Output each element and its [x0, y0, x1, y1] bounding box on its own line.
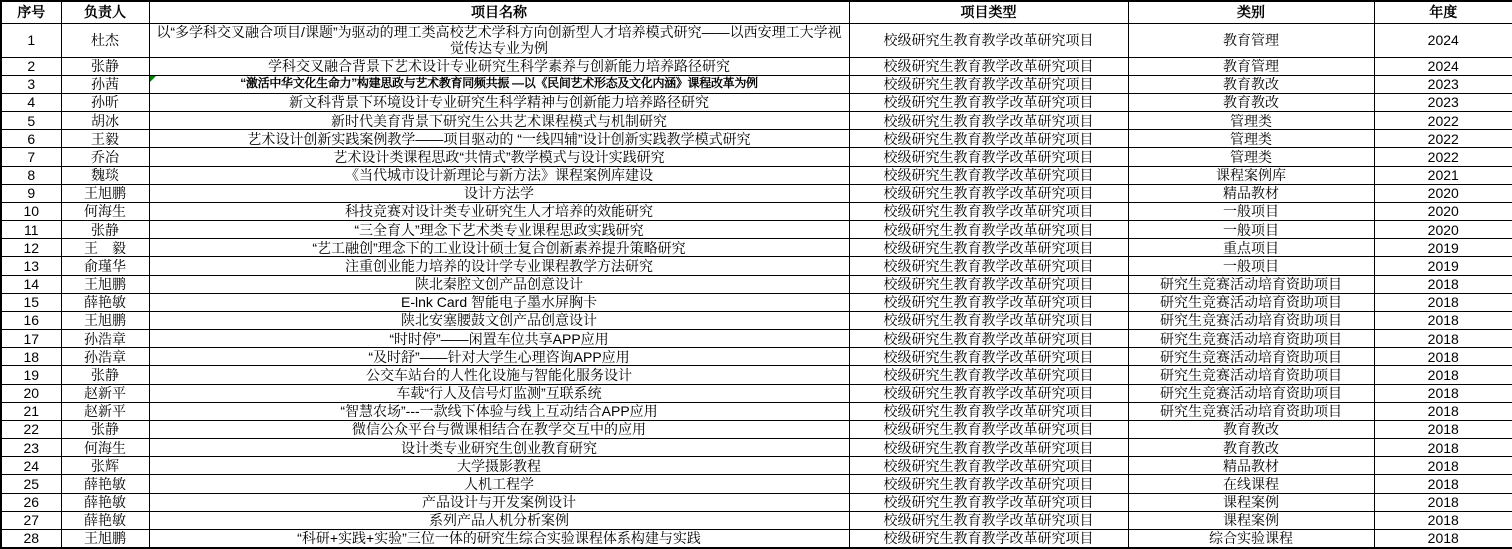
cell-project-name[interactable]	[149, 511, 849, 529]
cell-project-name[interactable]	[149, 57, 849, 75]
cell-owner[interactable]: 孙昕	[61, 93, 149, 111]
cell-owner[interactable]: 赵新平	[61, 402, 149, 420]
column-header-project-name[interactable]: 项目名称	[149, 1, 849, 24]
cell-category[interactable]: 研究生竞赛活动培育资助项目	[1128, 366, 1374, 384]
table-body	[1, 24, 1512, 549]
cell-project-name[interactable]	[149, 275, 849, 293]
cell-row-number[interactable]: 6	[1, 130, 61, 148]
cell-row-number[interactable]: 26	[1, 493, 61, 511]
cell-row-number[interactable]: 18	[1, 348, 61, 366]
table-row	[1, 457, 1512, 475]
cell-row-number[interactable]: 24	[1, 457, 61, 475]
cell-row-number[interactable]: 27	[1, 511, 61, 529]
cell-category[interactable]: 一般项目	[1128, 257, 1374, 275]
cell-project-name-text: 《当代城市设计新理论与新方法》课程案例库建设	[345, 167, 653, 184]
cell-owner[interactable]: 王毅	[61, 130, 149, 148]
cell-category[interactable]: 一般项目	[1128, 221, 1374, 239]
cell-project-name-text: 系列产品人机分析案例	[429, 512, 569, 529]
cell-project-type[interactable]: 校级研究生教育教学改革研究项目	[849, 202, 1128, 220]
table-row	[1, 112, 1512, 130]
cell-category[interactable]: 精品教材	[1128, 457, 1374, 475]
cell-category[interactable]: 综合实验课程	[1128, 529, 1374, 548]
cell-owner[interactable]: 张静	[61, 420, 149, 438]
cell-project-name[interactable]	[149, 93, 849, 111]
cell-year[interactable]: 2022	[1374, 112, 1512, 130]
table-row	[1, 202, 1512, 220]
cell-project-name-text: 科技竞赛对设计类专业研究生人才培养的效能研究	[345, 203, 653, 220]
cell-project-type[interactable]: 校级研究生教育教学改革研究项目	[849, 457, 1128, 475]
cell-project-name-text: 注重创业能力培养的设计学专业课程教学方法研究	[345, 257, 653, 274]
cell-row-number[interactable]: 12	[1, 239, 61, 257]
cell-project-name[interactable]	[149, 166, 849, 184]
cell-category[interactable]: 管理类	[1128, 112, 1374, 130]
cell-year[interactable]: 2020	[1374, 221, 1512, 239]
cell-project-type[interactable]: 校级研究生教育教学改革研究项目	[849, 311, 1128, 329]
cell-year[interactable]: 2023	[1374, 93, 1512, 111]
cell-owner[interactable]: 张静	[61, 221, 149, 239]
cell-owner[interactable]: 薛艳敏	[61, 511, 149, 529]
cell-project-name[interactable]	[149, 475, 849, 493]
cell-project-name-text: 大学摄影教程	[457, 457, 541, 474]
table-row	[1, 166, 1512, 184]
cell-row-number[interactable]: 17	[1, 330, 61, 348]
cell-project-name[interactable]	[149, 402, 849, 420]
cell-year[interactable]: 2018	[1374, 457, 1512, 475]
cell-project-name-text: 新时代美育背景下研究生公共艺术课程模式与机制研究	[331, 112, 667, 129]
cell-category[interactable]: 管理类	[1128, 148, 1374, 166]
table-row	[1, 493, 1512, 511]
cell-category[interactable]: 研究生竞赛活动培育资助项目	[1128, 275, 1374, 293]
table-row	[1, 257, 1512, 275]
cell-owner[interactable]: 何海生	[61, 439, 149, 457]
cell-category[interactable]: 研究生竞赛活动培育资助项目	[1128, 330, 1374, 348]
cell-category[interactable]: 研究生竞赛活动培育资助项目	[1128, 293, 1374, 311]
cell-year[interactable]: 2018	[1374, 402, 1512, 420]
cell-project-type[interactable]: 校级研究生教育教学改革研究项目	[849, 402, 1128, 420]
cell-owner[interactable]: 乔冶	[61, 148, 149, 166]
cell-owner[interactable]: 薛艳敏	[61, 293, 149, 311]
cell-year[interactable]: 2018	[1374, 439, 1512, 457]
cell-project-name-text: 陕北秦腔文创产品创意设计	[415, 276, 583, 293]
table-row	[1, 75, 1512, 93]
cell-owner[interactable]: 王旭鹏	[61, 275, 149, 293]
cell-row-number[interactable]: 10	[1, 202, 61, 220]
cell-project-type[interactable]: 校级研究生教育教学改革研究项目	[849, 475, 1128, 493]
cell-owner[interactable]: 薛艳敏	[61, 493, 149, 511]
cell-row-number[interactable]: 14	[1, 275, 61, 293]
cell-year[interactable]: 2023	[1374, 75, 1512, 93]
cell-project-name-text: 新文科背景下环境设计专业研究生科学精神与创新能力培养路径研究	[289, 94, 709, 111]
cell-project-type[interactable]: 校级研究生教育教学改革研究项目	[849, 275, 1128, 293]
cell-project-type[interactable]: 校级研究生教育教学改革研究项目	[849, 529, 1128, 548]
cell-owner[interactable]: 孙茜	[61, 75, 149, 93]
table-row	[1, 384, 1512, 402]
cell-project-name[interactable]	[149, 202, 849, 220]
cell-project-name[interactable]	[149, 330, 849, 348]
cell-project-name-text: 产品设计与开发案例设计	[422, 494, 576, 511]
cell-project-name-text: 学科交叉融合背景下艺术设计专业研究生科学素养与创新能力培养路径研究	[268, 58, 730, 75]
column-header-category[interactable]: 类别	[1128, 1, 1374, 24]
table-row	[1, 439, 1512, 457]
table-row	[1, 184, 1512, 202]
cell-row-number[interactable]: 2	[1, 57, 61, 75]
cell-year[interactable]: 2020	[1374, 202, 1512, 220]
table-row	[1, 275, 1512, 293]
cell-project-type[interactable]: 校级研究生教育教学改革研究项目	[849, 330, 1128, 348]
cell-project-name-text: 以“多学科交叉融合项目/课题”为驱动的理工类高校艺术学科方向创新型人才培养模式研究——以西安理工大学视觉传达专业为例	[156, 24, 842, 57]
cell-owner[interactable]: 王旭鹏	[61, 311, 149, 329]
cell-category[interactable]: 研究生竞赛活动培育资助项目	[1128, 311, 1374, 329]
cell-row-number[interactable]: 13	[1, 257, 61, 275]
cell-project-name[interactable]	[149, 457, 849, 475]
cell-year[interactable]: 2020	[1374, 184, 1512, 202]
cell-project-name-text: “及时舒”——针对大学生心理咨询APP应用	[368, 348, 630, 365]
cell-year[interactable]: 2018	[1374, 366, 1512, 384]
cell-category[interactable]: 教育管理	[1128, 24, 1374, 58]
cell-year[interactable]: 2018	[1374, 420, 1512, 438]
header-row	[1, 1, 1512, 24]
cell-category[interactable]: 研究生竞赛活动培育资助项目	[1128, 384, 1374, 402]
cell-project-type[interactable]: 校级研究生教育教学改革研究项目	[849, 24, 1128, 58]
cell-project-type[interactable]: 校级研究生教育教学改革研究项目	[849, 348, 1128, 366]
cell-project-name[interactable]	[149, 24, 849, 58]
cell-owner[interactable]: 王旭鹏	[61, 184, 149, 202]
cell-project-name[interactable]	[149, 420, 849, 438]
cell-project-name-text: 车载“行人及信号灯监测”互联系统	[396, 385, 602, 402]
cell-category[interactable]: 教育教改	[1128, 75, 1374, 93]
cell-owner[interactable]: 俞瑾华	[61, 257, 149, 275]
cell-category[interactable]: 研究生竞赛活动培育资助项目	[1128, 348, 1374, 366]
cell-category[interactable]: 教育教改	[1128, 439, 1374, 457]
cell-row-number[interactable]: 16	[1, 311, 61, 329]
cell-owner[interactable]: 赵新平	[61, 384, 149, 402]
cell-project-name[interactable]	[149, 257, 849, 275]
cell-project-type[interactable]: 校级研究生教育教学改革研究项目	[849, 148, 1128, 166]
cell-row-number[interactable]: 20	[1, 384, 61, 402]
cell-year[interactable]: 2018	[1374, 511, 1512, 529]
cell-row-number[interactable]: 3	[1, 75, 61, 93]
cell-project-name-text: 人机工程学	[464, 476, 534, 492]
cell-owner[interactable]: 张静	[61, 57, 149, 75]
table-row	[1, 475, 1512, 493]
cell-project-name-text: 艺术设计类课程思政“共情式”教学模式与设计实践研究	[333, 148, 665, 165]
cell-category[interactable]: 课程案例	[1128, 511, 1374, 529]
cell-row-number[interactable]: 21	[1, 402, 61, 420]
column-header-no[interactable]: 序号	[1, 1, 61, 24]
cell-year[interactable]: 2024	[1374, 24, 1512, 58]
table-row	[1, 239, 1512, 257]
cell-project-name[interactable]	[149, 293, 849, 311]
cell-year[interactable]: 2018	[1374, 475, 1512, 493]
cell-project-name[interactable]	[149, 439, 849, 457]
cell-category[interactable]: 教育管理	[1128, 57, 1374, 75]
cell-category[interactable]: 重点项目	[1128, 239, 1374, 257]
cell-project-name[interactable]	[149, 493, 849, 511]
cell-category[interactable]: 一般项目	[1128, 202, 1374, 220]
cell-owner[interactable]: 薛艳敏	[61, 475, 149, 493]
cell-project-type[interactable]: 校级研究生教育教学改革研究项目	[849, 112, 1128, 130]
cell-project-name-text: 艺术设计创新实践案例教学——项目驱动的 “一线四辅”设计创新实践教学模式研究	[247, 130, 751, 147]
table-row	[1, 57, 1512, 75]
table-row	[1, 330, 1512, 348]
cell-year[interactable]: 2018	[1374, 275, 1512, 293]
cell-project-name-text: E-lnk Card 智能电子墨水屏胸卡	[400, 294, 598, 311]
table-row	[1, 529, 1512, 548]
cell-project-type[interactable]: 校级研究生教育教学改革研究项目	[849, 184, 1128, 202]
cell-row-number[interactable]: 5	[1, 112, 61, 130]
cell-project-name[interactable]	[149, 384, 849, 402]
cell-category[interactable]: 教育教改	[1128, 93, 1374, 111]
cell-category[interactable]: 在线课程	[1128, 475, 1374, 493]
cell-project-name[interactable]	[149, 130, 849, 148]
cell-project-name-text: 设计方法学	[464, 185, 534, 202]
table-row	[1, 348, 1512, 366]
cell-row-number[interactable]: 8	[1, 166, 61, 184]
cell-project-name-text: 设计类专业研究生创业教育研究	[401, 439, 597, 456]
cell-year[interactable]: 2018	[1374, 293, 1512, 311]
cell-project-name[interactable]	[149, 366, 849, 384]
cell-row-number[interactable]: 23	[1, 439, 61, 457]
cell-project-type[interactable]: 校级研究生教育教学改革研究项目	[849, 130, 1128, 148]
cell-row-number[interactable]: 28	[1, 529, 61, 548]
table-row	[1, 93, 1512, 111]
table-row	[1, 420, 1512, 438]
cell-project-type[interactable]: 校级研究生教育教学改革研究项目	[849, 293, 1128, 311]
cell-project-name[interactable]	[149, 348, 849, 366]
cell-year[interactable]: 2018	[1374, 529, 1512, 548]
cell-project-name[interactable]	[149, 239, 849, 257]
cell-project-name[interactable]	[149, 529, 849, 548]
cell-project-name-text: “三全育人”理念下艺术类专业课程思政实践研究	[354, 221, 644, 238]
table-row	[1, 293, 1512, 311]
column-header-year[interactable]: 年度	[1374, 1, 1512, 24]
cell-owner[interactable]: 张辉	[61, 457, 149, 475]
cell-category[interactable]: 管理类	[1128, 130, 1374, 148]
cell-project-name-text: 公交车站台的人性化设施与智能化服务设计	[366, 366, 632, 383]
cell-project-type[interactable]: 校级研究生教育教学改革研究项目	[849, 239, 1128, 257]
table-row	[1, 24, 1512, 58]
cell-project-name-text: “激活中华文化生命力”构建思政与艺术教育同频共振 —以《民间艺术形态及文化内涵》课程改革为例	[240, 76, 758, 91]
cell-project-type[interactable]: 校级研究生教育教学改革研究项目	[849, 75, 1128, 93]
cell-project-name-text: “时时停”——闲置车位共享APP应用	[389, 330, 609, 347]
cell-row-number[interactable]: 1	[1, 24, 61, 58]
cell-project-type[interactable]: 校级研究生教育教学改革研究项目	[849, 93, 1128, 111]
cell-project-type[interactable]: 校级研究生教育教学改革研究项目	[849, 166, 1128, 184]
cell-note-marker-icon	[150, 76, 156, 82]
cell-year[interactable]: 2019	[1374, 239, 1512, 257]
cell-project-type[interactable]: 校级研究生教育教学改革研究项目	[849, 439, 1128, 457]
cell-row-number[interactable]: 19	[1, 366, 61, 384]
table-row	[1, 366, 1512, 384]
cell-category[interactable]: 课程案例库	[1128, 166, 1374, 184]
cell-year[interactable]: 2018	[1374, 311, 1512, 329]
column-header-project-type[interactable]: 项目类型	[849, 1, 1128, 24]
table-row	[1, 311, 1512, 329]
cell-project-name[interactable]	[149, 184, 849, 202]
table-row	[1, 130, 1512, 148]
cell-owner[interactable]: 杜杰	[61, 24, 149, 58]
cell-row-number[interactable]: 9	[1, 184, 61, 202]
cell-category[interactable]: 课程案例	[1128, 493, 1374, 511]
cell-year[interactable]: 2024	[1374, 57, 1512, 75]
cell-project-name-text: “智慧农场”---一款线下体验与线上互动结合APP应用	[340, 403, 658, 420]
cell-project-name-text: 陕北安塞腰鼓文创产品创意设计	[401, 312, 597, 329]
cell-project-name-text: “艺工融创”理念下的工业设计硕士复合创新素养提升策略研究	[312, 239, 686, 256]
cell-owner[interactable]: 孙浩章	[61, 348, 149, 366]
cell-year[interactable]: 2022	[1374, 130, 1512, 148]
cell-year[interactable]: 2018	[1374, 493, 1512, 511]
table-row	[1, 402, 1512, 420]
cell-project-name[interactable]	[149, 311, 849, 329]
cell-owner[interactable]: 何海生	[61, 202, 149, 220]
cell-year[interactable]: 2019	[1374, 257, 1512, 275]
cell-year[interactable]: 2018	[1374, 384, 1512, 402]
cell-project-type[interactable]: 校级研究生教育教学改革研究项目	[849, 221, 1128, 239]
table-row	[1, 148, 1512, 166]
cell-row-number[interactable]: 15	[1, 293, 61, 311]
cell-project-type[interactable]: 校级研究生教育教学改革研究项目	[849, 366, 1128, 384]
cell-category[interactable]: 精品教材	[1128, 184, 1374, 202]
cell-project-type[interactable]: 校级研究生教育教学改革研究项目	[849, 384, 1128, 402]
cell-owner[interactable]: 王旭鹏	[61, 529, 149, 548]
cell-row-number[interactable]: 25	[1, 475, 61, 493]
cell-project-name[interactable]	[149, 221, 849, 239]
cell-project-type[interactable]: 校级研究生教育教学改革研究项目	[849, 57, 1128, 75]
cell-project-name-text: 微信公众平台与微课相结合在教学交互中的应用	[352, 421, 646, 438]
cell-owner[interactable]: 魏琰	[61, 166, 149, 184]
cell-project-name[interactable]	[149, 148, 849, 166]
cell-project-name[interactable]	[149, 75, 849, 93]
cell-project-type[interactable]: 校级研究生教育教学改革研究项目	[849, 420, 1128, 438]
cell-year[interactable]: 2018	[1374, 348, 1512, 366]
cell-owner[interactable]: 张静	[61, 366, 149, 384]
cell-project-type[interactable]: 校级研究生教育教学改革研究项目	[849, 511, 1128, 529]
cell-owner[interactable]: 胡冰	[61, 112, 149, 130]
cell-owner[interactable]: 王 毅	[61, 239, 149, 257]
cell-category[interactable]: 研究生竞赛活动培育资助项目	[1128, 402, 1374, 420]
cell-owner[interactable]: 孙浩章	[61, 330, 149, 348]
cell-year[interactable]: 2021	[1374, 166, 1512, 184]
cell-row-number[interactable]: 4	[1, 93, 61, 111]
cell-row-number[interactable]: 7	[1, 148, 61, 166]
cell-category[interactable]: 教育教改	[1128, 420, 1374, 438]
cell-year[interactable]: 2022	[1374, 148, 1512, 166]
cell-year[interactable]: 2018	[1374, 330, 1512, 348]
cell-project-type[interactable]: 校级研究生教育教学改革研究项目	[849, 493, 1128, 511]
table-row	[1, 511, 1512, 529]
column-header-owner[interactable]: 负责人	[61, 1, 149, 24]
cell-project-name[interactable]	[149, 112, 849, 130]
cell-row-number[interactable]: 22	[1, 420, 61, 438]
cell-project-type[interactable]: 校级研究生教育教学改革研究项目	[849, 257, 1128, 275]
cell-project-name-text: “科研+实践+实验”三位一体的研究生综合实验课程体系构建与实践	[297, 530, 701, 547]
table-header	[1, 1, 1512, 24]
cell-row-number[interactable]: 11	[1, 221, 61, 239]
table-row	[1, 221, 1512, 239]
